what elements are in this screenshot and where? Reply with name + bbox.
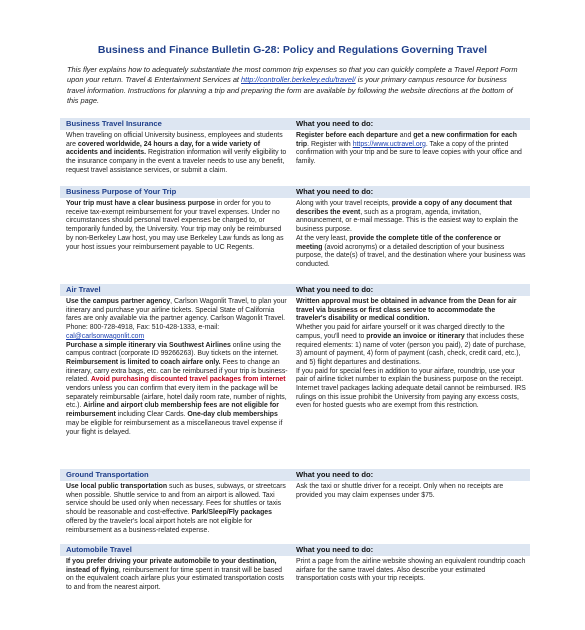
auto-right-text: Print a page from the airline website showing an equivalent roundtrip coach airfare for the same travel dates. Also describe your estimated transportation costs with your trip receipts. (296, 558, 526, 583)
insurance-what-heading: What you need to do: (296, 119, 374, 128)
ground-right-text: Ask the taxi or shuttle driver for a receipt. Only when no receipts are provided you may claim expenses under $75. (296, 483, 504, 499)
air-what-heading: What you need to do: (296, 285, 374, 294)
carlson-email-link[interactable]: cal@carlsonwagonlit.com (66, 332, 145, 340)
purpose-header (60, 186, 530, 198)
ground-header (60, 469, 530, 481)
ground-heading: Ground Transportation (66, 470, 149, 479)
ground-left-text: Use local public transportation such as buses, subways, or streetcars when possible. Shuttle service to and from an airport is allowed. Taxi service should be used only when necessary. Fees for shuttles or taxis should be reasonable and cost-effective. Park/Sleep/Fly packages offered by the traveler's local airport hotels are not eligible for reimbursement as a business-related expense. (66, 483, 286, 534)
controller-travel-link[interactable]: http://controller.berkeley.edu/travel/ (241, 75, 356, 85)
auto-header (60, 544, 530, 556)
purpose-what-heading: What you need to do: (296, 187, 374, 196)
intro-text-b: is your primary campus resource for business travel information. Instructions for planning a trip and preparing the form are available by following the website directions at the bottom of this page. (67, 75, 513, 106)
insurance-heading: Business Travel Insurance (66, 119, 162, 128)
document-title: Business and Finance Bulletin G-28: Policy and Regulations Governing Travel (97, 44, 488, 56)
auto-heading: Automobile Travel (66, 545, 132, 554)
purpose-left-text: Your trip must have a clear business purpose in order for you to receive tax-exempt reimbursement for your travel expenses. Under no circumstances should personal travel expenses be charged to, or temporarily funded by, the University. Your trip may only be reimbursed by non-Berkeley Law host, you may use Berkeley Law funds as long as your host issues your reimbursement payable to UC Regents. (66, 200, 284, 251)
air-heading: Air Travel (66, 285, 101, 294)
insurance-right-text: Register before each departure and get a new confirmation for each trip. Register with https://www.uctravel.org. Take a copy of the printed confirmation with your trip and be sure to leave copies with your office and family. (296, 132, 522, 166)
auto-what-heading: What you need to do: (296, 545, 374, 554)
insurance-header (60, 118, 530, 130)
insurance-left-text: When traveling on official University business, employees and students are covered worldwide, 24 hours a day, for a wide variety of accidents and incidents. Registration information will verify eligibility to the insurance company in the event a traveler needs to use any benefit, request travel assistance services, or submit a claim. (66, 132, 287, 174)
air-right-text: Written approval must be obtained in advance from the Dean for air travel via business or first class service to accommodate the traveler's disability or medical condition. Whether you paid for airfare yourself or it was charged directly to the campus, you'll need to provide an invoice or itinerary that includes these required elements: 1) name of voter (person you paid), 2) date of purchase, 3) amount of payment, 4) form of payment (cash, check, credit card, etc.), and 5) flight departures and destinations. If you paid for special fees in addition to your airfare, roundtrip, use your pair of airline ticket number to explain the business purpose on the receipt. Internet travel packages lacking adequate detail cannot be reimbursed. IRS rulings on this issue prohibit the University from paying any excess costs, even for hosted guests who are exempt from this restriction. (296, 298, 526, 410)
air-header (60, 284, 530, 296)
intro-paragraph (67, 65, 522, 107)
purpose-right-text: Along with your travel receipts, provide a copy of any document that describes the event, such as a program, agenda, invitation, announcement, or e-mail message. This is the easiest way to explain the business purpose. At the very least, provide the complete title of the conference or meeting (avoid acronyms) or a detailed description of your business purpose, the date(s) of travel, and the destination where your business was conducted. (296, 200, 526, 268)
auto-left-text: If you prefer driving your private automobile to your destination, instead of flying, reimbursement for time spent in transit will be based on the equivalent coach airfare plus your estimated transportation costs to and from the nearest airport. (66, 558, 284, 592)
purpose-heading: Business Purpose of Your Trip (66, 187, 177, 196)
uctravel-link[interactable]: https://www.uctravel.org (352, 140, 426, 148)
air-left-text: Use the campus partner agency, Carlson Wagonlit Travel, to plan your itinerary and purchase your airline tickets. Special State of California fares are only available via the partner agency. Carlson Wagonlit Travel. Phone: 800-728-4918, Fax: 510-428-1333, e-mail: cal@carlsonwagonlit.com Purchase a simple itinerary via Southwest Airlines online using the campus contract (corporate ID 99266263). Buy tickets on the internet. Reimbursement is limited to coach airfare only. Fees to change an itinerary, carry extra bags, etc. can be reimbursed if your trip is business-related. Avoid purchasing discounted travel packages from internet vendors unless you can confirm that every item in the package will be separately reimbursable (airfare, hotel daily room rate, number of nights, etc.). Airline and airport club membership fees are not eligible for reimbursement including Clear Cards. One-day club memberships may be eligible for reimbursement as a miscellaneous travel expense if your flight is delayed. (66, 298, 288, 436)
ground-what-heading: What you need to do: (296, 470, 374, 479)
intro-text-a: This flyer explains how to adequately substantiate the most common trip expenses so that you can quickly complete a Travel Report Form upon your return. Travel & Entertainment Services at (67, 65, 518, 85)
